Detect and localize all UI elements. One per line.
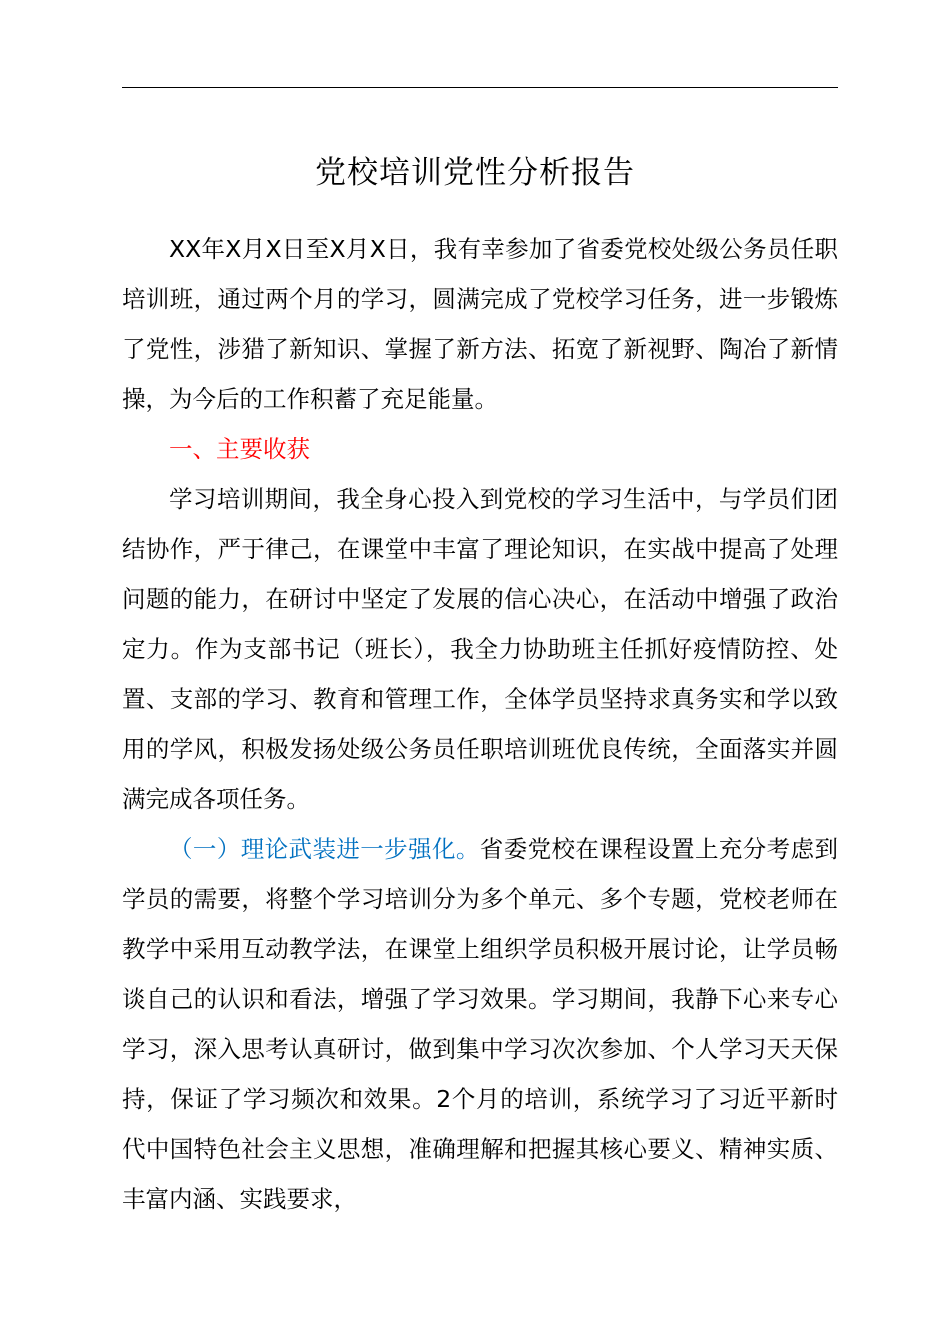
header-rule [122, 87, 838, 88]
paragraph-theory-text: 省委党校在课程设置上充分考虑到学员的需要，将整个学习培训分为多个单元、多个专题，党校老师在教学中采用互动教学法，在课堂上组织学员积极开展讨论，让学员畅谈自己的认识和看法，增强了学习效果。学习期间，我静下心来专心学习，深入思考认真研讨，做到集中学习次次参加、个人学习天天保持，保证了学习频次和效果。2个月的培训，系统学习了习近平新时代中国特色社会主义思想，准确理解和把握其核心要义、精神实质、丰富内涵、实践要求， [122, 835, 839, 1213]
section-heading-main-gains: 一、主要收获 [169, 435, 310, 463]
document-body [122, 224, 838, 1224]
paragraph-study-period: 学习培训期间，我全身心投入到党校的学习生活中，与学员们团结协作，严于律己，在课堂中丰富了理论知识，在实战中提高了处理问题的能力，在研讨中坚定了发展的信心决心，在活动中增强了政治定力。作为支部书记（班长），我全力协助班主任抓好疫情防控、处置、支部的学习、教育和管理工作，全体学员坚持求真务实和学以致用的学风，积极发扬处级公务员任职培训班优良传统，全面落实并圆满完成各项任务。 [122, 485, 838, 813]
document-title: 党校培训党性分析报告 [315, 155, 635, 191]
paragraph-theory [122, 824, 838, 1224]
subsection-heading-theory: （一）理论武装进一步强化。 [169, 835, 480, 863]
paragraph-intro: XX年X月X日至X月X日，我有幸参加了省委党校处级公务员任职培训班，通过两个月的学习，圆满完成了党校学习任务，进一步锻炼了党性，涉猎了新知识、掌握了新方法、拓宽了新视野、陶冶了新情操，为今后的工作积蓄了充足能量。 [122, 235, 838, 413]
